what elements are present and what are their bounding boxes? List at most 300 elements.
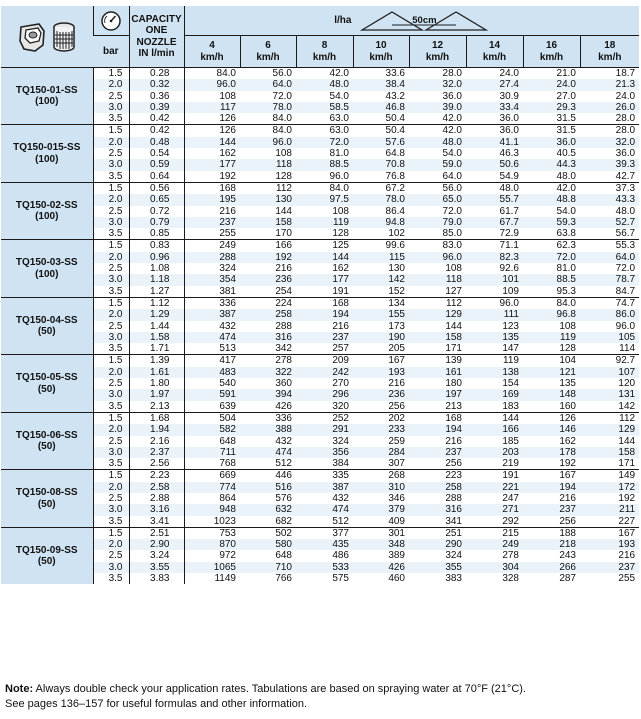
- pressure-cell: 1.5: [93, 470, 129, 482]
- speed-value: 18: [604, 40, 616, 52]
- rate-cell: 251: [409, 527, 466, 539]
- table-row: [1, 137, 639, 148]
- rate-cell: 166: [466, 424, 523, 435]
- rate-cell: 56.0: [409, 182, 466, 194]
- rate-cell: 152: [388, 285, 405, 297]
- rate-cell: 348: [353, 539, 409, 550]
- rate-cell: 114: [619, 343, 636, 355]
- rate-cell: 41.1: [466, 137, 523, 148]
- speed-header: [184, 36, 240, 68]
- table-row: [1, 355, 639, 367]
- table-row: [1, 332, 639, 343]
- rate-cell: 474: [296, 504, 353, 515]
- rate-cell: 84.0: [184, 68, 240, 80]
- pressure-cell: 2.5: [93, 206, 129, 217]
- rate-cell: 409: [388, 515, 405, 527]
- rate-cell: 237: [184, 217, 240, 228]
- rate-cell: 310: [353, 482, 409, 493]
- rate-cell: 96.0: [615, 320, 636, 332]
- capacity-cell: 1.94: [129, 424, 184, 435]
- rate-cell: 96.0: [409, 252, 466, 263]
- rate-cell: 172: [580, 482, 639, 493]
- application-rate-header: [184, 6, 639, 36]
- model-name: TQ150-015-SS: [13, 142, 81, 154]
- rate-cell: 342: [275, 343, 292, 355]
- rate-cell: 44.3: [523, 159, 580, 170]
- rate-cell: 669: [184, 470, 240, 482]
- capacity-cell: 0.72: [129, 206, 184, 217]
- model-pack-qty: (100): [35, 96, 59, 108]
- capacity-cell: 0.64: [129, 171, 184, 183]
- rate-cell: 144: [275, 205, 292, 217]
- rate-cell: 513: [184, 343, 240, 355]
- rate-cell: 639: [184, 401, 240, 413]
- speed-unit: km/h: [200, 51, 224, 63]
- rate-cell: 27.4: [466, 79, 523, 90]
- table-row: [1, 148, 639, 159]
- table-row: [1, 343, 639, 355]
- rate-cell: 78.7: [580, 274, 639, 285]
- rate-cell: 242: [296, 367, 353, 378]
- rate-cell: 74.7: [580, 297, 639, 309]
- rate-cell: 388: [240, 424, 296, 435]
- pressure-cell: 1.5: [93, 182, 129, 194]
- rate-cell: 50.4: [353, 125, 409, 137]
- rate-cell: 474: [184, 332, 240, 343]
- rate-cell: 55.7: [466, 194, 523, 205]
- rate-cell: 158: [240, 217, 296, 228]
- note-text: Always double check your application rates. Tabulations are based on spraying water at 70°F (21°C).: [33, 683, 526, 695]
- footer-note: [5, 682, 637, 712]
- capacity-cell: 1.61: [129, 367, 184, 378]
- rate-cell: 121: [523, 367, 580, 378]
- capacity-cell: 0.96: [129, 252, 184, 263]
- rate-cell: 36.0: [615, 148, 636, 160]
- rate-cell: 162: [184, 148, 240, 159]
- rate-cell: 72.0: [296, 137, 353, 148]
- capacity-cell: 0.79: [129, 217, 184, 228]
- rate-cell: 237: [523, 504, 580, 515]
- rate-cell: 166: [240, 240, 296, 252]
- rate-cell: 247: [502, 492, 519, 504]
- rate-cell: 107: [580, 367, 639, 378]
- rate-cell: 271: [466, 504, 523, 515]
- rate-cell: 336: [240, 412, 296, 424]
- rate-cell: 112: [580, 412, 639, 424]
- spray-pattern-icon: [359, 10, 489, 32]
- rate-cell: 105: [580, 332, 639, 343]
- rate-cell: 591: [184, 389, 240, 400]
- table-row: [1, 297, 639, 309]
- rate-cell: 79.0: [409, 217, 466, 228]
- rate-cell: 1065: [184, 562, 240, 573]
- pressure-cell: 2.5: [93, 436, 129, 447]
- rate-cell: 288: [445, 492, 462, 504]
- rate-cell: 171: [445, 343, 462, 355]
- capacity-cell: 1.39: [129, 355, 184, 367]
- capacity-cell: 1.58: [129, 332, 184, 343]
- rate-cell: 192: [618, 492, 636, 504]
- rate-cell: 26.0: [580, 102, 639, 113]
- rate-cell: 94.8: [353, 217, 409, 228]
- pressure-cell: 2.0: [93, 539, 129, 550]
- pressure-cell: 2.5: [93, 263, 129, 274]
- rate-cell: 753: [184, 527, 240, 539]
- rate-cell: 236: [353, 389, 409, 400]
- rate-cell: 24.0: [466, 68, 523, 80]
- capacity-cell: 0.42: [129, 125, 184, 137]
- rate-cell: 50.4: [385, 113, 405, 125]
- rate-cell: 130: [240, 194, 296, 205]
- rate-cell: 170: [275, 228, 292, 240]
- rate-cell: 324: [332, 435, 349, 447]
- rate-cell: 21.0: [523, 68, 580, 80]
- rate-cell: 682: [275, 515, 292, 527]
- rate-cell: 259: [388, 435, 405, 447]
- rate-cell: 377: [296, 527, 353, 539]
- table-row: [1, 263, 639, 274]
- rate-cell: 648: [275, 550, 292, 562]
- rate-cell: 426: [275, 400, 292, 412]
- rate-cell: 57.6: [353, 137, 409, 148]
- rate-cell: 632: [240, 504, 296, 515]
- rate-cell: 188: [523, 527, 580, 539]
- rate-cell: 336: [184, 297, 240, 309]
- rate-cell: 266: [523, 562, 580, 573]
- rate-cell: 287: [559, 573, 576, 585]
- rate-cell: 173: [388, 320, 405, 332]
- rate-cell: 383: [445, 573, 462, 585]
- rate-cell: 86.4: [385, 205, 405, 217]
- rate-cell: 227: [618, 515, 636, 527]
- rate-cell: 278: [240, 355, 296, 367]
- rate-cell: 168: [296, 297, 353, 309]
- capacity-cell: 2.56: [129, 458, 184, 470]
- rate-cell: 21.3: [580, 79, 639, 90]
- rate-cell: 55.3: [580, 240, 639, 252]
- capacity-table: [1, 6, 639, 584]
- rate-cell: 38.4: [353, 79, 409, 90]
- rate-cell: 108: [559, 320, 576, 332]
- table-row: [1, 470, 639, 482]
- table-row: [1, 447, 639, 458]
- pressure-cell: 2.0: [93, 252, 129, 263]
- model-name-cell: [1, 470, 93, 527]
- capacity-cell: 0.42: [129, 113, 184, 125]
- rate-cell: 92.6: [499, 263, 519, 275]
- rate-cell: 1023: [184, 516, 240, 528]
- capacity-cell: 1.97: [129, 389, 184, 400]
- table-row: [1, 436, 639, 447]
- rate-cell: 249: [466, 539, 523, 550]
- rate-cell: 83.0: [409, 240, 466, 252]
- table-row: [1, 217, 639, 228]
- rate-cell: 139: [409, 355, 466, 367]
- rate-cell: 43.3: [580, 194, 639, 205]
- rate-cell: 54.0: [442, 148, 462, 160]
- table-row: [1, 68, 639, 80]
- capacity-cell: 3.16: [129, 504, 184, 515]
- rate-cell: 432: [332, 492, 349, 504]
- rate-cell: 101: [466, 274, 523, 285]
- table-row: [1, 274, 639, 285]
- rate-cell: 138: [466, 367, 523, 378]
- table-row: [1, 401, 639, 413]
- rate-cell: 42.0: [523, 182, 580, 194]
- rate-cell: 24.0: [615, 90, 636, 102]
- pressure-cell: 3.5: [93, 228, 129, 240]
- rate-cell: 81.0: [329, 148, 349, 160]
- rate-cell: 256: [388, 400, 405, 412]
- pressure-cell: 3.0: [93, 217, 129, 228]
- model-name: TQ150-09-SS: [15, 544, 78, 556]
- speed-unit: km/h: [598, 51, 622, 63]
- rate-cell: 389: [388, 550, 405, 562]
- rate-cell: 328: [502, 573, 519, 585]
- rate-cell: 216: [445, 435, 462, 447]
- rate-cell: 446: [240, 470, 296, 482]
- rate-cell: 167: [353, 355, 409, 367]
- rate-cell: 202: [353, 412, 409, 424]
- rate-cell: 72.0: [615, 263, 636, 275]
- pressure-header: [93, 6, 129, 36]
- rate-cell: 354: [184, 274, 240, 285]
- table-row: [1, 125, 639, 137]
- table-row: [1, 182, 639, 194]
- pressure-cell: 3.0: [93, 389, 129, 400]
- rate-cell: 381: [184, 286, 240, 298]
- capacity-cell: 1.44: [129, 321, 184, 332]
- pressure-cell: 3.0: [93, 332, 129, 343]
- rate-cell: 224: [240, 297, 296, 309]
- model-pack-qty: (50): [37, 326, 56, 338]
- rate-cell: 108: [184, 91, 240, 102]
- model-pack-qty: (50): [37, 383, 56, 395]
- pressure-cell: 1.5: [93, 412, 129, 424]
- capacity-header-line: IN l/min: [138, 47, 175, 59]
- table-row: [1, 171, 639, 183]
- capacity-cell: 3.55: [129, 562, 184, 573]
- rate-cell: 128: [559, 343, 576, 355]
- pressure-cell: 2.5: [93, 378, 129, 389]
- rate-cell: 119: [523, 332, 580, 343]
- rate-cell: 84.0: [240, 125, 296, 137]
- rate-cell: 512: [332, 515, 349, 527]
- rate-cell: 63.0: [329, 113, 349, 125]
- rate-cell: 432: [184, 321, 240, 332]
- rate-cell: 29.3: [523, 102, 580, 113]
- rate-cell: 316: [409, 504, 466, 515]
- rate-cell: 134: [353, 297, 409, 309]
- rate-cell: 27.0: [556, 90, 576, 102]
- model-pack-qty: (50): [37, 556, 56, 568]
- rate-cell: 126: [523, 412, 580, 424]
- rate-cell: 194: [296, 309, 353, 320]
- rate-cell: 61.7: [499, 205, 519, 217]
- rate-cell: 31.5: [556, 113, 576, 125]
- rate-cell: 64.0: [442, 170, 462, 182]
- capacity-header: [129, 6, 184, 68]
- speed-header: [353, 36, 409, 68]
- rate-cell: 341: [445, 515, 462, 527]
- pressure-cell: 1.5: [93, 355, 129, 367]
- table-row: [1, 539, 639, 550]
- rate-cell: 223: [409, 470, 466, 482]
- rate-cell: 56.0: [240, 68, 296, 80]
- speed-value: 12: [431, 40, 444, 52]
- rate-cell: 177: [296, 274, 353, 285]
- rate-cell: 146: [523, 424, 580, 435]
- rate-cell: 78.0: [353, 194, 409, 205]
- rate-cell: 291: [296, 424, 353, 435]
- table-row: [1, 206, 639, 217]
- rate-cell: 115: [353, 252, 409, 263]
- rate-cell: 162: [559, 435, 576, 447]
- strainer-icon: [51, 21, 77, 53]
- pressure-cell: 3.5: [93, 573, 129, 584]
- rate-cell: 123: [502, 320, 519, 332]
- rate-cell: 118: [409, 274, 466, 285]
- rate-cell: 387: [296, 482, 353, 493]
- rate-cell: 582: [184, 424, 240, 435]
- rate-cell: 154: [502, 378, 519, 390]
- table-row: [1, 482, 639, 493]
- rate-cell: 193: [353, 367, 409, 378]
- pressure-cell: 2.0: [93, 424, 129, 435]
- pressure-cell: 3.5: [93, 343, 129, 355]
- speed-header: [240, 36, 296, 68]
- pressure-cell: 1.5: [93, 297, 129, 309]
- rate-cell: 129: [409, 309, 466, 320]
- rate-cell: 28.0: [580, 125, 639, 137]
- rate-cell: 36.0: [442, 90, 462, 102]
- rate-cell: 292: [502, 515, 519, 527]
- rate-cell: 129: [580, 424, 639, 435]
- rate-cell: 76.8: [385, 170, 405, 182]
- rate-cell: 195: [184, 194, 240, 205]
- rate-cell: 193: [580, 539, 639, 550]
- pressure-cell: 2.0: [93, 137, 129, 148]
- capacity-header-line: ONE: [145, 25, 168, 37]
- capacity-cell: 2.88: [129, 493, 184, 504]
- rate-cell: 203: [466, 447, 523, 458]
- rate-cell: 88.5: [523, 274, 580, 285]
- capacity-cell: 0.65: [129, 194, 184, 205]
- pressure-unit-label: bar: [93, 36, 129, 68]
- rate-cell: 84.0: [272, 113, 292, 125]
- rate-cell: 167: [580, 527, 639, 539]
- rate-cell: 126: [184, 113, 240, 125]
- nozzle-tip-icon: [17, 21, 47, 53]
- pressure-cell: 1.5: [93, 68, 129, 80]
- rate-cell: 111: [466, 309, 523, 320]
- capacity-cell: 3.24: [129, 550, 184, 561]
- table-row: [1, 516, 639, 528]
- rate-cell: 108: [275, 148, 292, 160]
- pressure-cell: 3.0: [93, 274, 129, 285]
- rate-cell: 191: [332, 285, 349, 297]
- pressure-cell: 2.5: [93, 550, 129, 561]
- rate-cell: 304: [466, 562, 523, 573]
- rate-cell: 387: [184, 309, 240, 320]
- rate-cell: 284: [353, 447, 409, 458]
- pressure-cell: 2.0: [93, 79, 129, 90]
- table-row: [1, 412, 639, 424]
- model-name: TQ150-01-SS: [15, 84, 78, 96]
- rate-cell: 128: [332, 228, 349, 240]
- rate-cell: 158: [409, 332, 466, 343]
- rate-cell: 36.0: [523, 137, 580, 148]
- rate-cell: 42.0: [409, 125, 466, 137]
- rate-cell: 255: [618, 573, 636, 585]
- rate-cell: 82.3: [466, 252, 523, 263]
- model-name-cell: [1, 527, 93, 584]
- rate-cell: 48.0: [409, 137, 466, 148]
- rate-cell: 71.1: [466, 240, 523, 252]
- rate-cell: 37.3: [580, 182, 639, 194]
- capacity-cell: 0.85: [129, 228, 184, 240]
- rate-cell: 84.0: [296, 182, 353, 194]
- capacity-cell: 0.48: [129, 137, 184, 148]
- table-row: [1, 309, 639, 320]
- table-row: [1, 159, 639, 170]
- rate-cell: 209: [296, 355, 353, 367]
- rate-cell: 1149: [184, 573, 240, 584]
- rate-cell: 99.6: [353, 240, 409, 252]
- table-row: [1, 194, 639, 205]
- rate-cell: 516: [240, 482, 296, 493]
- capacity-cell: 1.27: [129, 286, 184, 298]
- rate-cell: 249: [184, 240, 240, 252]
- table-row: [1, 367, 639, 378]
- rate-cell: 64.0: [240, 79, 296, 90]
- rate-cell: 144: [618, 435, 636, 447]
- pressure-cell: 3.5: [93, 171, 129, 183]
- rate-cell: 42.7: [615, 170, 636, 182]
- rate-cell: 78.0: [240, 102, 296, 113]
- rate-cell: 130: [388, 263, 405, 275]
- table-row: [1, 527, 639, 539]
- speed-unit: km/h: [312, 51, 337, 63]
- rate-cell: 766: [275, 573, 292, 585]
- speed-value: 16: [545, 40, 558, 52]
- table-row: [1, 389, 639, 400]
- rate-cell: 254: [275, 285, 292, 297]
- pressure-cell: 1.5: [93, 527, 129, 539]
- pressure-cell: 2.0: [93, 309, 129, 320]
- rate-cell: 31.5: [523, 125, 580, 137]
- rate-cell: 278: [502, 550, 519, 562]
- rate-cell: 258: [240, 309, 296, 320]
- speed-value: 4: [209, 40, 215, 52]
- table-row: [1, 286, 639, 298]
- rate-cell: 268: [353, 470, 409, 482]
- rate-cell: 81.0: [556, 263, 576, 275]
- model-name: TQ150-06-SS: [15, 429, 78, 441]
- rate-cell: 18.7: [580, 68, 639, 80]
- capacity-header-line: CAPACITY: [131, 13, 182, 25]
- rate-cell: 142: [353, 274, 409, 285]
- rate-cell: 63.8: [556, 228, 576, 240]
- rate-cell: 72.0: [523, 252, 580, 263]
- pressure-cell: 3.0: [93, 102, 129, 113]
- pressure-cell: 3.5: [93, 516, 129, 528]
- rate-cell: 54.9: [499, 170, 519, 182]
- rate-cell: 192: [184, 171, 240, 183]
- rate-cell: 216: [559, 492, 576, 504]
- capacity-cell: 2.16: [129, 436, 184, 447]
- rate-cell: 180: [445, 378, 462, 390]
